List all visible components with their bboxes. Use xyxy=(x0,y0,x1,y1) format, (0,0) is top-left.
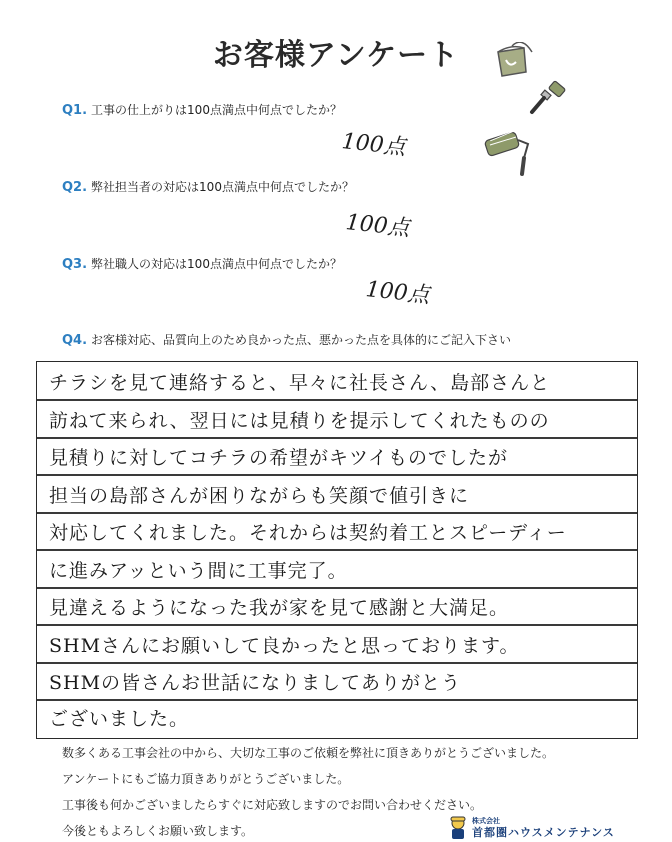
comment-line-2: 訪ねて来られ、翌日には見積りを提示してくれたものの xyxy=(49,410,550,432)
ruled-line xyxy=(37,549,637,551)
paint-brush-icon xyxy=(528,80,572,116)
comment-line-9: SHMの皆さんお世話になりましてありがとう xyxy=(49,672,462,694)
question-4-number: Q4. xyxy=(62,333,88,348)
page-title: お客様アンケート xyxy=(212,38,460,73)
question-2-number: Q2. xyxy=(62,180,88,195)
question-1-number: Q1. xyxy=(62,103,88,118)
ruled-line xyxy=(37,474,637,476)
comment-line-10: ございました。 xyxy=(49,708,190,730)
comment-line-6: に進みアッという間に工事完了。 xyxy=(49,560,348,582)
footer-line-3: 工事後も何かございましたらすぐに対応致しますのでお問い合わせください。 xyxy=(62,798,483,812)
comment-line-8: SHMさんにお願いして良かったと思っております。 xyxy=(49,635,520,657)
ruled-line xyxy=(37,399,637,401)
paint-bucket-icon xyxy=(492,42,538,82)
answer-1: 100点 xyxy=(340,129,407,161)
question-1-text: 工事の仕上がりは100点満点中何点でしたか？ xyxy=(91,103,342,117)
ruled-line xyxy=(37,587,637,589)
paint-roller-icon xyxy=(484,128,536,178)
company-mascot-icon xyxy=(448,814,468,840)
comment-line-4: 担当の島部さんが困りながらも笑顔で値引きに xyxy=(49,485,470,507)
comment-line-1: チラシを見て連絡すると、早々に社長さん、島部さんと xyxy=(49,372,551,394)
ruled-line xyxy=(37,662,637,664)
question-3 xyxy=(62,255,342,272)
footer-line-1: 数多くある工事会社の中から、大切な工事のご依頼を弊社に頂きありがとうございました。 xyxy=(62,746,555,760)
company-name: 首都圏ハウスメンテナンス xyxy=(472,826,615,839)
footer-line-4: 今後ともよろしくお願い致します。 xyxy=(62,824,254,838)
question-4-text: お客様対応、品質向上のため良かった点、悪かった点を具体的にご記入下さい xyxy=(91,333,512,347)
ruled-line xyxy=(37,624,637,626)
question-1 xyxy=(62,101,342,118)
question-2 xyxy=(62,178,354,195)
footer-line-2: アンケートにもご協力頂きありがとうございました。 xyxy=(62,772,350,786)
company-logo xyxy=(444,812,644,842)
ruled-line xyxy=(37,512,637,514)
question-3-number: Q3. xyxy=(62,257,88,272)
answer-2: 100点 xyxy=(344,210,411,242)
company-prefix: 株式会社 xyxy=(472,817,500,825)
question-3-text: 弊社職人の対応は100点満点中何点でしたか？ xyxy=(91,257,342,271)
comment-line-3: 見積りに対してコチラの希望がキツイものでしたが xyxy=(49,447,509,469)
comment-line-5: 対応してくれました。それからは契約着工とスピーディー xyxy=(49,522,567,544)
comment-line-7: 見違えるようになった我が家を見て感謝と大満足。 xyxy=(49,597,510,619)
ruled-line xyxy=(37,699,637,701)
answer-3: 100点 xyxy=(364,277,431,309)
question-4 xyxy=(62,331,511,348)
question-2-text: 弊社担当者の対応は100点満点中何点でしたか？ xyxy=(91,180,354,194)
comment-box xyxy=(36,361,638,739)
ruled-line xyxy=(37,437,637,439)
